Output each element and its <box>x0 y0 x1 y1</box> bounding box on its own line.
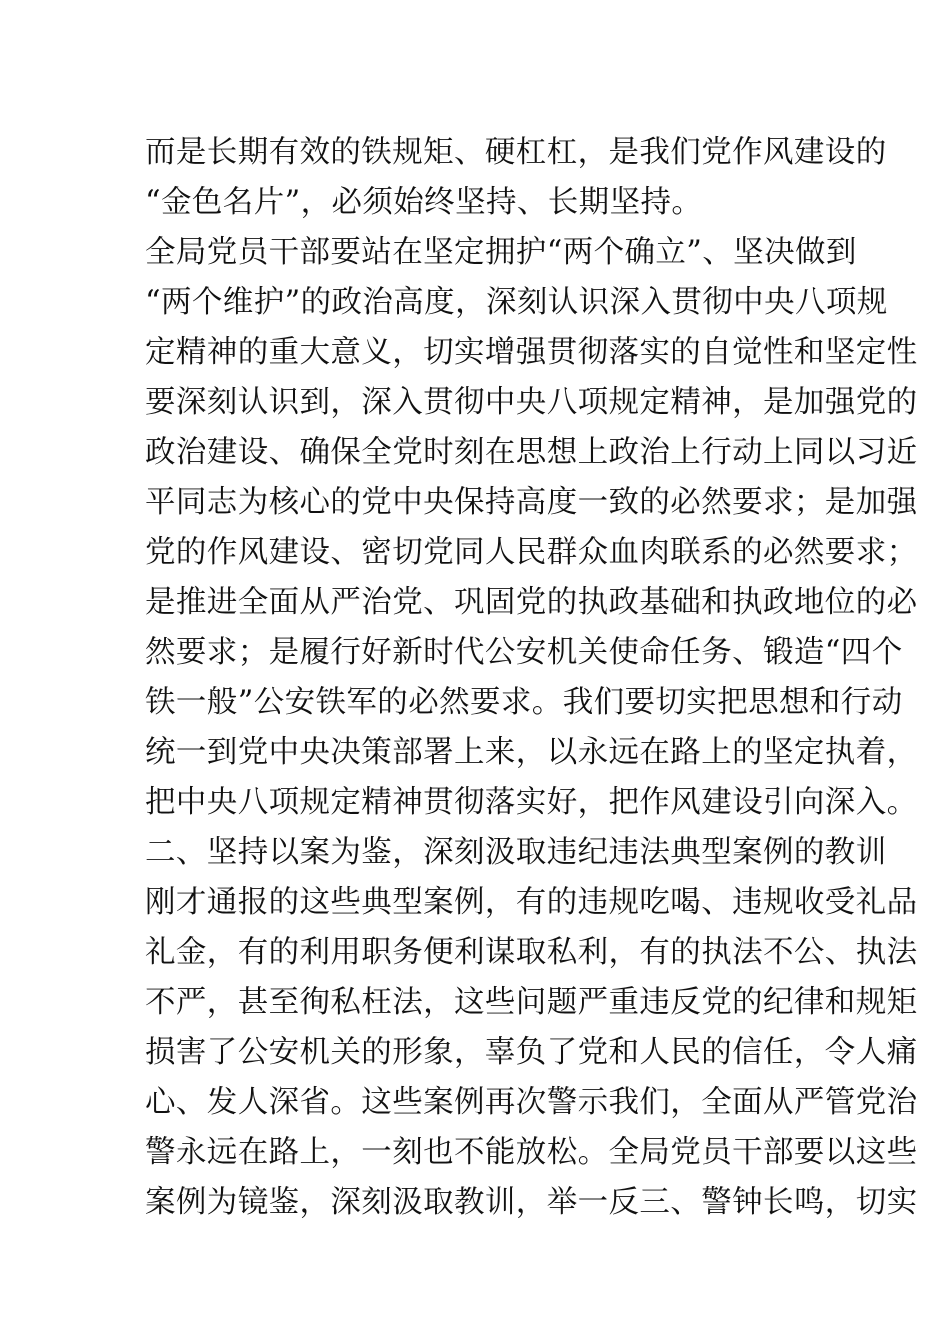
text-line: 是推进全面从严治党、巩固党的执政基础和执政地位的必 <box>145 585 918 620</box>
text-line: “金色名片”，必须始终坚持、长期坚持。 <box>145 185 703 220</box>
text-line: 损害了公安机关的形象，辜负了党和人民的信任，令人痛 <box>145 1035 918 1070</box>
text-line: 铁一般”公安铁军的必然要求。我们要切实把思想和行动 <box>145 685 903 720</box>
text-line: 而是长期有效的铁规矩、硬杠杠，是我们党作风建设的 <box>145 135 887 170</box>
text-line: 警永远在路上，一刻也不能放松。全局党员干部要以这些 <box>145 1135 918 1170</box>
text-line: 不严，甚至徇私枉法，这些问题严重违反党的纪律和规矩 <box>145 985 918 1020</box>
text-line: 党的作风建设、密切党同人民群众血肉联系的必然要求； <box>145 535 918 570</box>
text-line: 平同志为核心的党中央保持高度一致的必然要求；是加强 <box>145 485 918 520</box>
body-text <box>145 128 918 1228</box>
text-line: 心、发人深省。这些案例再次警示我们，全面从严管党治 <box>145 1085 918 1120</box>
text-line: 礼金，有的利用职务便利谋取私利，有的执法不公、执法 <box>145 935 918 970</box>
text-line: 政治建设、确保全党时刻在思想上政治上行动上同以习近 <box>145 435 918 470</box>
text-line: 定精神的重大意义，切实增强贯彻落实的自觉性和坚定性 <box>145 335 918 370</box>
text-line: 统一到党中央决策部署上来，以永远在路上的坚定执着， <box>145 735 918 770</box>
text-line: 全局党员干部要站在坚定拥护“两个确立”、坚决做到 <box>145 235 857 270</box>
text-line: 把中央八项规定精神贯彻落实好，把作风建设引向深入。 <box>145 785 918 820</box>
text-line: “两个维护”的政治高度，深刻认识深入贯彻中央八项规 <box>145 285 888 320</box>
text-line: 案例为镜鉴，深刻汲取教训，举一反三、警钟长鸣，切实 <box>145 1185 918 1220</box>
text-line: 然要求；是履行好新时代公安机关使命任务、锻造“四个 <box>145 635 903 670</box>
text-line: 刚才通报的这些典型案例，有的违规吃喝、违规收受礼品 <box>145 885 918 920</box>
text-line: 要深刻认识到，深入贯彻中央八项规定精神，是加强党的 <box>145 385 918 420</box>
section-heading: 二、坚持以案为鉴，深刻汲取违纪违法典型案例的教训 <box>145 835 887 870</box>
